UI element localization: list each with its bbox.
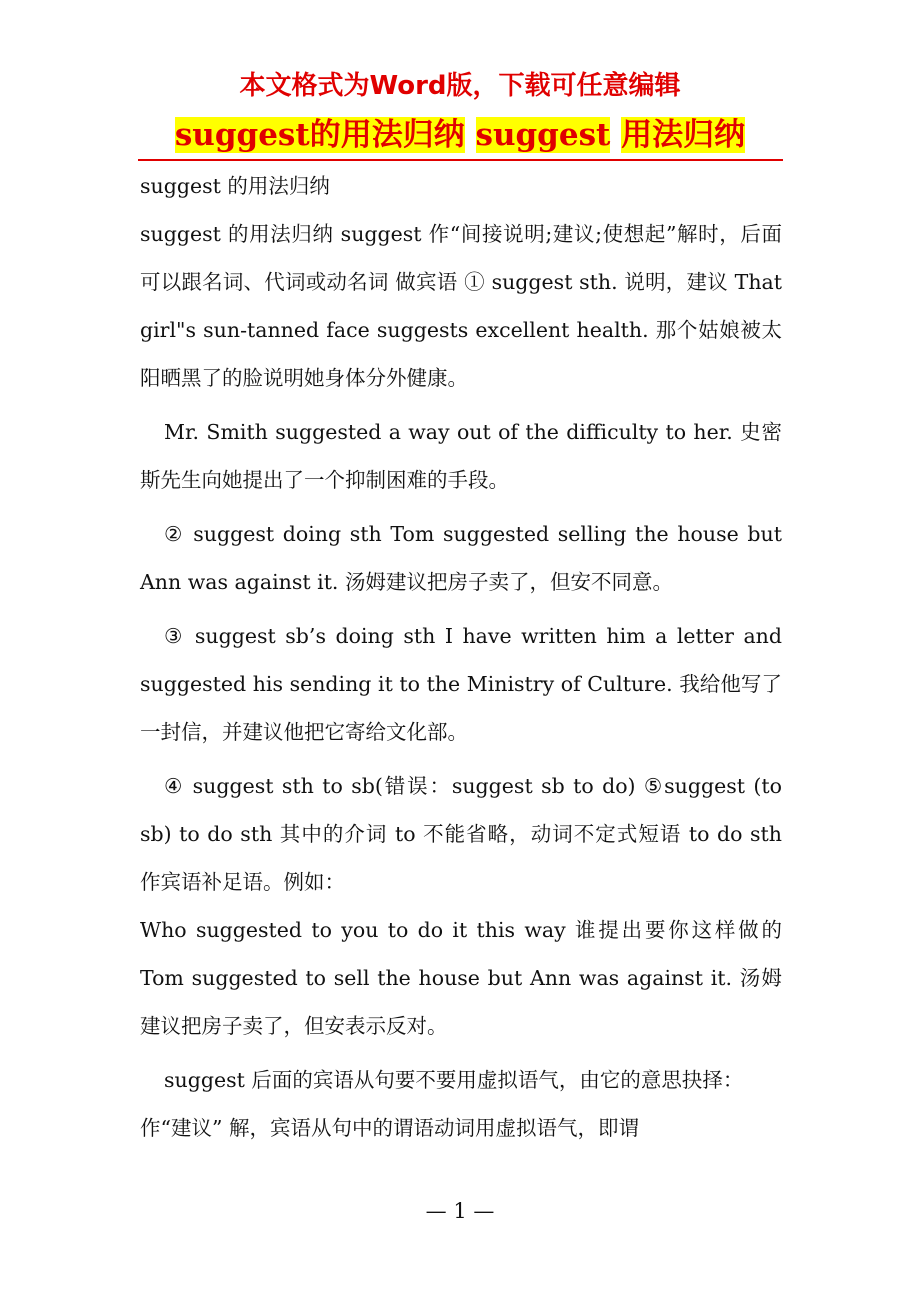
paragraph-suggest-to-sb: ④ suggest sth to sb(错误：suggest sb to do) ⑤suggest (to sb) to do sth 其中的介词 to 不能省略，动词不定式短语 to do sth 作宾语补足语。例如： xyxy=(140,774,782,894)
title-part-2: suggest xyxy=(475,117,611,153)
page-number: — 1 — xyxy=(425,1199,495,1223)
document-banner: 本文格式为Word版，下载可任意编辑 xyxy=(239,71,681,101)
title-part-3: 用法归纳 xyxy=(621,117,746,153)
paragraph-heading: suggest 的用法归纳 xyxy=(140,174,330,198)
paragraph-subjunctive-intro: suggest 后面的宾语从句要不要用虚拟语气，由它的意思抉择： xyxy=(164,1068,744,1092)
paragraph-suggest-sbs-doing: ③ suggest sb’s doing sth I have written him a letter and suggested his sending it to the Ministry of Culture. 我给他写了一封信，并建议他把它寄给文化部。 xyxy=(140,624,782,744)
title-part-1: suggest的用法归纳 xyxy=(174,117,465,153)
paragraph-smith-example: Mr. Smith suggested a way out of the difficulty to her. 史密斯先生向她提出了一个抑制困难的手段。 xyxy=(140,420,782,492)
paragraph-intro: suggest 的用法归纳 suggest 作“间接说明;建议;使想起”解时，后面可以跟名词、代词或动名词 做宾语 ① suggest sth. 说明，建议 That girl"s sun-tanned face suggests excellent health. 那个姑娘被太阳晒黑了的脸说明她身体分外健康。 xyxy=(140,222,782,390)
document-title xyxy=(0,112,920,158)
paragraph-subjunctive-rule: 作“建议” 解，宾语从句中的谓语动词用虚拟语气，即谓 xyxy=(140,1116,639,1140)
paragraph-suggest-doing: ② suggest doing sth Tom suggested selling the house but Ann was against it. 汤姆建议把房子卖了，但安不同意。 xyxy=(140,522,782,594)
paragraph-examples: Who suggested to you to do it this way 谁提出要你这样做的 Tom suggested to sell the house but Ann was against it. 汤姆建议把房子卖了，但安表示反对。 xyxy=(140,918,782,1038)
document-body xyxy=(140,162,782,1152)
title-divider xyxy=(138,159,783,161)
